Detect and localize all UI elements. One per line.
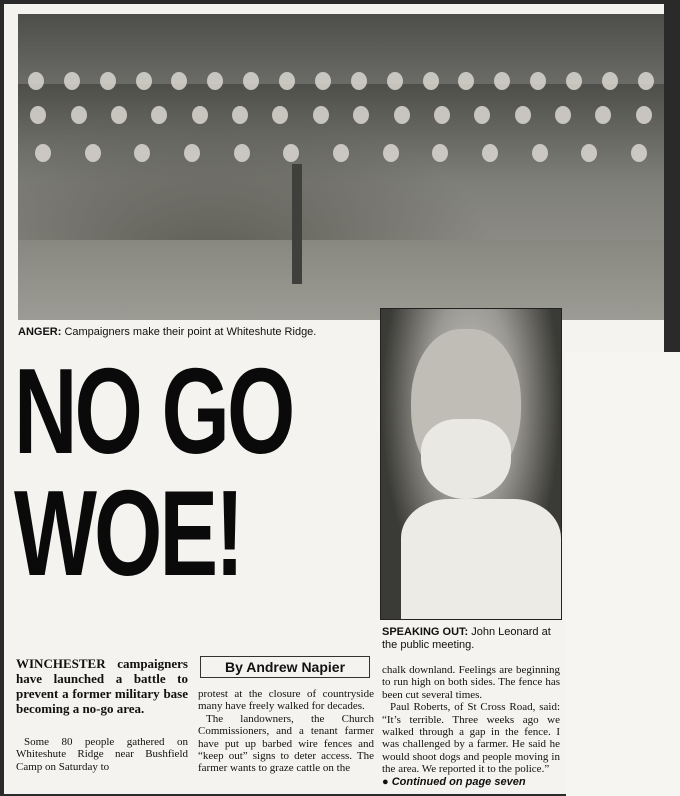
portrait-beard (421, 419, 511, 499)
adjacent-page-strip (566, 352, 680, 796)
body-column-3 (382, 664, 560, 788)
fence-post (292, 164, 302, 284)
photo-caption-text: Campaigners make their point at Whiteshute Ridge. (64, 326, 317, 338)
crowd-row-middle (18, 106, 664, 124)
photo-caption-label: ANGER: (18, 326, 62, 338)
portrait-photo (380, 308, 562, 620)
lead-paragraph: WINCHESTER campaigners have launched a battle to prevent a former military base becoming a no-go area. (16, 656, 188, 716)
grass-field (18, 240, 664, 320)
body-paragraph: chalk downland. Feelings are beginning to run high on both sides. The fence has been cut several times. (382, 664, 560, 701)
crowd-row-front (18, 144, 664, 162)
body-paragraph: protest at the closure of countryside many have freely walked for decades. (198, 688, 374, 713)
headline-line2: WOE! (14, 465, 242, 601)
crowd-photo (18, 14, 664, 320)
body-paragraph: Paul Roberts, of St Cross Road, said: “It’s terrible. Three weeks ago we walked through a gap in the fence. I was challenged by a farmer. He said he would shoot dogs and people moving in the area. We reported it to the police.” (382, 701, 560, 776)
headline-line1: NO GO (14, 343, 293, 479)
body-column-2 (198, 688, 374, 775)
body-paragraph: The landowners, the Church Commissioners, and a tenant farmer have put up barbed wire fences and “keep out” signs to deter access. The farmer wants to graze cattle on the (198, 712, 374, 775)
byline: By Andrew Napier (200, 656, 370, 678)
body-paragraph: Some 80 people gathered on Whiteshute Ridge near Bushfield Camp on Saturday to (16, 736, 188, 773)
continued-note: ● Continued on page seven (382, 775, 526, 788)
portrait-caption (382, 626, 562, 652)
portrait-caption-label: SPEAKING OUT: (382, 626, 469, 638)
body-column-1 (16, 736, 188, 773)
portrait-caption-text: John Leonard at the public meeting. (382, 626, 551, 651)
portrait-shirt (401, 499, 561, 620)
photo-caption (18, 326, 316, 338)
headline (14, 343, 293, 601)
crowd-row-back (18, 72, 664, 90)
